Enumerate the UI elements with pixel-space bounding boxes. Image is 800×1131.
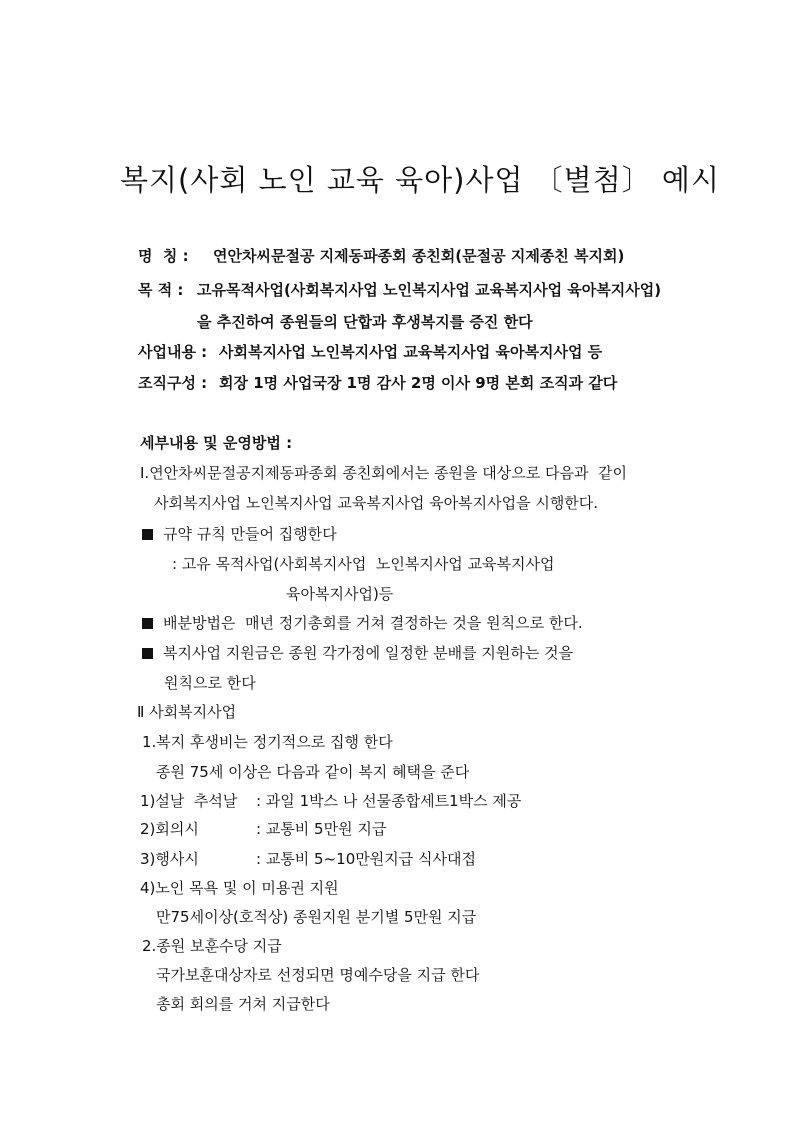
bullet-item (142, 644, 573, 662)
document-title: 복지(사회 노인 교육 육아)사업 〔별첨〕 예시 (120, 163, 720, 197)
square-bullet-icon (142, 618, 153, 629)
item2-text: 2.종원 보훈수당 지급 (142, 937, 282, 955)
section2-heading: Ⅱ 사회복지사업 (137, 703, 237, 721)
org-label: 조직구성 : (138, 374, 208, 392)
item1-sub: 종원 75세 이상은 다음과 같이 복지 혜택을 준다 (156, 763, 470, 781)
sub4-detail: 만75세이상(호적상) 종원지원 분기별 5만원 지급 (156, 908, 477, 926)
purpose-value-line2: 을 추진하여 종원들의 단합과 후생복지를 증진 한다 (197, 313, 533, 331)
sub1-label: 1)설날 추석날 (140, 792, 238, 810)
sub2-value: : 교통비 5만원 지급 (256, 820, 387, 838)
bullet2-text: 배분방법은 매년 정기총회를 거쳐 결정하는 것을 원칙으로 한다. (163, 614, 583, 632)
item1-text: 1.복지 후생비는 정기적으로 집행 한다 (142, 733, 393, 751)
business-label: 사업내용 : (138, 343, 208, 361)
sub2-label: 2)회의시 (140, 820, 199, 838)
bullet1-text: 규약 규칙 만들어 집행한다 (163, 525, 337, 543)
bullet-item (142, 525, 337, 543)
bullet3-text: 복지사업 지원금은 종원 각가정에 일정한 분배를 지원하는 것을 (163, 644, 574, 662)
details-heading: 세부내용 및 운영방법 : (140, 434, 293, 452)
square-bullet-icon (142, 529, 153, 540)
sub3-value: : 교통비 5~10만원지급 식사대접 (256, 850, 476, 868)
bullet-item (142, 614, 583, 632)
section1-line2: 사회복지사업 노인복지사업 교육복지사업 육아복지사업을 시행한다. (154, 494, 599, 512)
sub1-value: : 과일 1박스 나 선물종합세트1박스 제공 (256, 792, 522, 810)
sub3-label: 3)행사시 (140, 850, 199, 868)
purpose-value-line1: 고유목적사업(사회복지사업 노인복지사업 교육복지사업 육아복지사업) (197, 281, 662, 299)
purpose-label: 목 적 : (138, 281, 184, 299)
item2-line2: 총회 회의를 거쳐 지급한다 (156, 995, 330, 1013)
business-value: 사회복지사업 노인복지사업 교육복지사업 육아복지사업 등 (219, 343, 603, 361)
name-value: 연안차씨문절공 지제동파종회 종친회(문절공 지제종친 복지회) (213, 247, 625, 265)
bullet1-sub-line2: 육아복지사업)등 (286, 585, 394, 603)
sub4-text: 4)노인 목욕 및 이 미용권 지원 (140, 879, 339, 897)
bullet3-line2: 원칙으로 한다 (164, 674, 256, 692)
square-bullet-icon (142, 648, 153, 659)
bullet1-sub-line1: : 고유 목적사업(사회복지사업 노인복지사업 교육복지사업 (172, 555, 555, 573)
name-label: 명 칭 : (138, 247, 189, 265)
item2-line1: 국가보훈대상자로 선정되면 명예수당을 지급 한다 (156, 966, 480, 984)
section1-line1: Ⅰ.연안차씨문절공지제동파종회 종친회에서는 종원을 대상으로 다음과 같이 (140, 464, 627, 482)
org-value: 회장 1명 사업국장 1명 감사 2명 이사 9명 본회 조직과 같다 (219, 374, 618, 392)
